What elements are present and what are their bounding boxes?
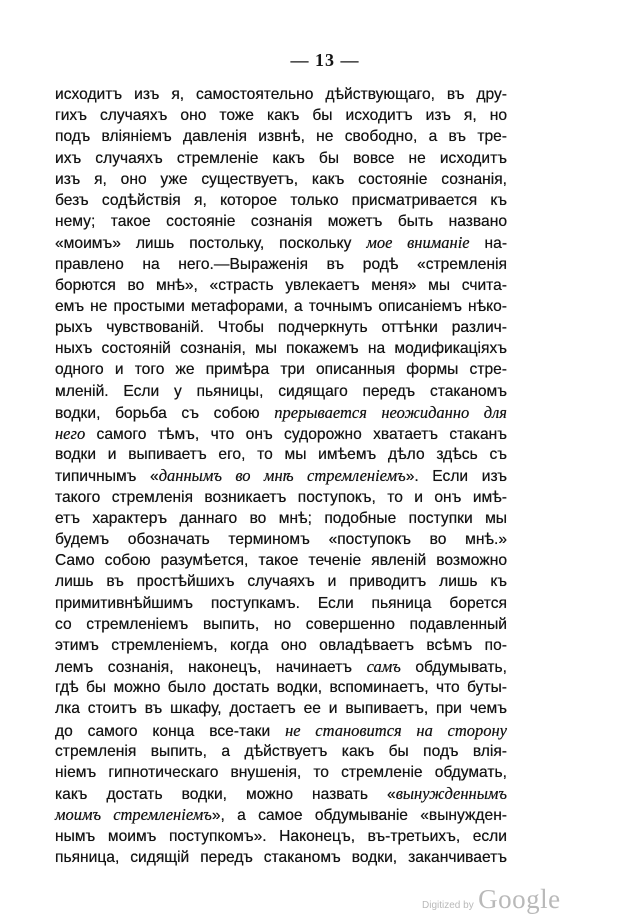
text-segment: будемъ обозначать терминомъ «поступокъ во мнѣ.» <box>55 530 507 548</box>
text-segment: мленій. Если у пьяницы, сидящаго передъ стаканомъ <box>55 382 507 400</box>
text-segment: ихъ случаяхъ стремленіе какъ бы вовсе не исходитъ <box>55 149 507 167</box>
text-segment: водки и выпиваетъ его, то мы имѣемъ дѣло здѣсь съ <box>55 446 507 464</box>
text-segment: типичнымъ « <box>55 468 159 486</box>
text-segment: борются во мнѣ», «страсть увлекаетъ меня» мы счита- <box>55 276 507 294</box>
italic-text-segment: даннымъ во мнѣ стремленіемъ <box>158 466 406 486</box>
text-segment: стремленія выпить, а дѣйствуетъ какъ бы подъ влія- <box>55 742 507 760</box>
text-segment: », а самое обдумываніе «вынужден- <box>211 807 507 825</box>
text-segment: примитивнѣйшимъ поступкамъ. Если пьяница борется <box>55 594 507 612</box>
text-segment: гихъ случаяхъ оно тоже какъ бы исходитъ изъ я, но <box>55 107 507 125</box>
italic-text-segment: него <box>55 424 86 443</box>
text-line <box>55 847 507 868</box>
text-segment: какъ достать водки, можно назвать « <box>55 786 396 804</box>
text-line <box>55 169 507 190</box>
text-segment: етъ характеръ даннаго во мнѣ; подобные поступки мы <box>55 509 507 527</box>
text-line <box>55 190 507 211</box>
text-line <box>55 762 507 783</box>
text-line <box>55 338 507 359</box>
text-line <box>55 275 507 296</box>
text-segment: «моимъ» лишь постольку, поскольку <box>55 235 367 253</box>
text-segment: Само собою разумѣется, такое теченіе явленій возможно <box>55 552 507 570</box>
text-line <box>55 232 507 253</box>
text-segment: нымъ моимъ поступкомъ». Наконецъ, въ-третьихъ, если <box>55 827 507 845</box>
text-line <box>55 254 507 275</box>
italic-text-segment: вынужденнымъ <box>395 784 507 804</box>
text-segment: на- <box>469 235 508 253</box>
text-line <box>55 593 507 614</box>
text-line <box>55 126 507 147</box>
text-segment: лишь въ простѣйшихъ случаяхъ и приводитъ лишь къ <box>55 573 507 591</box>
text-line <box>55 656 507 677</box>
text-line <box>55 402 507 423</box>
text-segment: лка стоитъ въ шкафу, достаетъ ее и выпиваетъ, при чемъ <box>55 700 507 718</box>
text-segment: ». Если изъ <box>405 468 507 486</box>
page-number: — 13 — <box>290 50 360 70</box>
text-line <box>55 423 507 444</box>
body-text <box>55 84 507 868</box>
text-segment: водки, борьба съ собою <box>55 404 275 422</box>
text-line <box>55 105 507 126</box>
text-line <box>55 508 507 529</box>
text-segment: рыхъ чувствованій. Чтобы подчеркнуть оттѣнки различ- <box>55 319 507 337</box>
text-line <box>55 635 507 656</box>
text-segment: изъ я, оно уже существуетъ, какъ состояніе сознанія, <box>55 170 507 188</box>
text-line <box>55 571 507 592</box>
text-segment: со стремленіемъ выпить, но совершенно подавленный <box>55 615 507 633</box>
text-line <box>55 550 507 571</box>
text-segment: подъ вліяніемъ давленія извнѣ, не свободно, а въ тре- <box>55 128 507 146</box>
text-line <box>55 677 507 698</box>
text-segment: ныхъ состояній сознанія, мы покажемъ на модификаціяхъ <box>55 340 507 358</box>
text-line <box>55 741 507 762</box>
text-segment: нему; такое состояніе сознанія можетъ быть названо <box>55 213 507 231</box>
text-line <box>55 296 507 317</box>
text-line <box>55 720 507 741</box>
text-line <box>55 84 507 105</box>
text-line <box>55 804 507 825</box>
digitized-by-google-watermark <box>422 884 561 915</box>
text-line <box>55 148 507 169</box>
text-segment: такого стремленія возникаетъ поступокъ, то и онъ имѣ- <box>55 488 507 506</box>
text-segment: одного и того же примѣра три описанныя формы стре- <box>55 361 507 379</box>
text-segment: этимъ стремленіемъ, когда оно овладѣваетъ всѣмъ по- <box>55 636 507 654</box>
text-segment: исходитъ изъ я, самостоятельно дѣйствующаго, въ дру- <box>55 86 507 103</box>
text-segment: обдумывать, <box>400 659 507 677</box>
text-segment: пьяница, сидящій передъ стаканомъ водки, заканчиваетъ <box>55 848 507 866</box>
italic-text-segment: прерывается неожиданно для <box>274 402 507 422</box>
text-segment: гдѣ бы можно было достать водки, вспоминаетъ, что буты- <box>55 679 507 697</box>
text-segment: правлено на него.—Выраженія въ родѣ «стремленія <box>55 255 507 273</box>
text-segment: лемъ сознанія, наконецъ, начинаетъ <box>55 659 367 677</box>
watermark-brand: Google <box>478 884 561 914</box>
text-line <box>55 381 507 402</box>
text-line <box>55 487 507 508</box>
italic-text-segment: не становится на сторону <box>285 720 508 740</box>
text-line <box>55 317 507 338</box>
text-line <box>55 698 507 719</box>
text-line <box>55 783 507 804</box>
text-segment: емъ не простыми метафорами, а точнымъ описаніемъ нѣко- <box>55 297 507 315</box>
text-line <box>55 529 507 550</box>
text-segment: безъ содѣйствія я, которое только присматривается къ <box>55 191 507 209</box>
text-segment: самого тѣмъ, что онъ судорожно хватаетъ стаканъ <box>85 426 507 443</box>
text-segment: до самого конца все-таки <box>55 722 286 740</box>
text-line <box>55 614 507 635</box>
text-segment: ніемъ гипнотическаго внушенія, то стремленіе обдумать, <box>55 764 507 781</box>
text-line <box>55 465 507 486</box>
text-line <box>55 359 507 380</box>
text-line <box>55 211 507 232</box>
italic-text-segment: моимъ стремленіемъ <box>55 805 212 825</box>
italic-text-segment: мое вниманіе <box>366 233 470 253</box>
text-line <box>55 444 507 465</box>
text-line <box>55 826 507 847</box>
watermark-prefix: Digitized by <box>422 900 474 911</box>
italic-text-segment: самъ <box>366 657 401 677</box>
